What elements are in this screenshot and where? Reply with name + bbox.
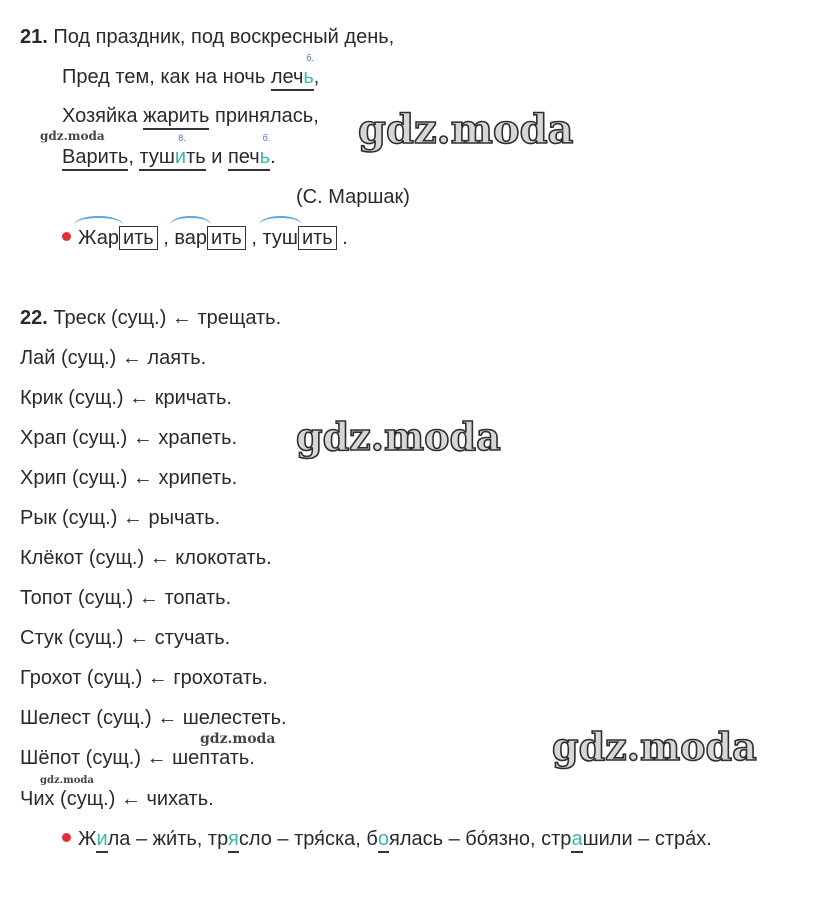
ex21-line1 [20,25,394,49]
morpheme-suffix: ить [207,226,246,250]
ex22-final: Жила – жи́ть, трясло – тря́ска, боялась – бо́язно, страшили – стра́х. [62,827,712,851]
morpheme-suffix: ить [119,226,158,250]
ex21-line4: Варить, туши 8. ть и печь б. . [62,145,276,169]
ex22-line: Рык (сущ.) ← рычать. [20,507,221,529]
ex21-line2: Пред тем, как на ночь лечь б. , [62,65,319,89]
ex22-line: Стук (сущ.) ← стучать. [20,627,231,649]
watermark: gdz.moda [358,106,574,153]
morpheme-root: Жар [78,227,119,249]
ex22-line: Чих (сущ.) ← чихать. [20,788,214,810]
root-arc-icon [74,216,123,234]
word-zharit: жарить [143,105,209,130]
ex22-line: Клёкот (сущ.) ← клокотать. [20,547,272,569]
word-lech: лечь б. [271,66,314,91]
word-varit: Варить [62,146,128,171]
ex21-line3: Хозяйка жарить принялась, [62,104,319,128]
ex22-line: Шёпот (сущ.) ← шептать. [20,747,255,769]
ex22-line: Топот (сущ.) ← топать. [20,587,232,609]
ex21-number: 21. [20,26,48,48]
ex22-line: Хрип (сущ.) ← хрипеть. [20,467,238,489]
word-pech: печь б. [228,146,270,171]
orthogram-mark: 8. [178,133,186,143]
orthogram-mark: б. [262,133,271,143]
morpheme-root: туш [263,227,298,249]
morpheme-suffix: ить [298,226,337,250]
watermark: gdz.moda [552,724,757,769]
watermark-small: gdz.moda [200,731,276,747]
ex22-line: 22. Треск (сущ.) ← трещать. [20,307,282,329]
bullet-icon [62,232,71,241]
ex22-line: Грохот (сущ.) ← грохотать. [20,667,268,689]
watermark-small: gdz.moda [40,775,94,786]
watermark: gdz.moda [296,414,501,459]
ex21-line2-text: Пред тем, как на ночь [62,66,271,88]
root-arc-icon [259,216,302,234]
ex22-line: Лай (сущ.) ← лаять. [20,347,207,369]
morpheme-root: вар [174,227,207,249]
ex22-line: Шелест (сущ.) ← шелестеть. [20,707,287,729]
bullet-icon [62,833,71,842]
orthogram-mark: б. [306,53,314,63]
ex22-number: 22. [20,307,48,329]
watermark-small: gdz.moda [40,129,105,143]
ex21-author: (С. Маршак) [296,186,410,208]
ex21-line1-text: Под праздник, под воскресный день, [53,26,395,48]
ex21-analysis: Жар ить , вар ить , туш ить . [62,226,348,250]
root-arc-icon [170,216,211,234]
ex22-line: Храп (сущ.) ← храпеть. [20,427,238,449]
ex22-line: Крик (сущ.) ← кричать. [20,387,232,409]
word-tushit: туши 8. ть [139,146,205,171]
